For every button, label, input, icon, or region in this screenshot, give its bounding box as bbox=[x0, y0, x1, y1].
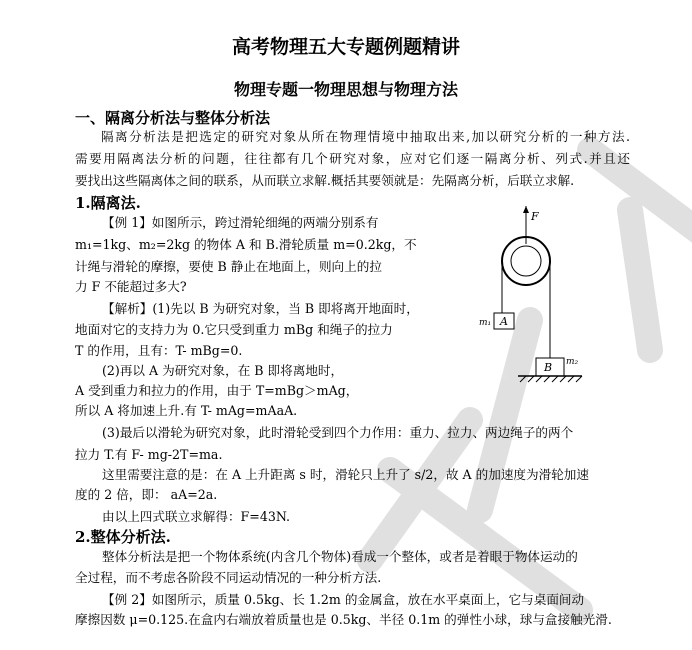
pulley-wheel bbox=[502, 237, 550, 285]
solution-line: 度的 2 倍，即： aA=2a. bbox=[75, 487, 218, 502]
block-a-label: A bbox=[500, 315, 508, 328]
mass-a-label: m₁ bbox=[479, 318, 492, 328]
example-line: 力 F 不能超过多大? bbox=[75, 279, 187, 294]
solution-line: 由以上四式联立求解得：F=43N. bbox=[102, 509, 291, 524]
example-line: m₁=1kg、m₂=2kg 的物体 A 和 B.滑轮质量 m=0.2kg，不 bbox=[75, 237, 417, 252]
example-line: 【例 1】如图所示，跨过滑轮细绳的两端分别系有 bbox=[102, 215, 379, 230]
subsection-heading-isolation: 1.隔离法. bbox=[75, 194, 141, 212]
pulley-inner bbox=[511, 246, 541, 276]
paragraph-line: 整体分析法是把一个物体系统(内含几个物体)看成一个整体，或者是着眼于物体运动的 bbox=[102, 549, 578, 564]
solution-line: 所以 A 将加速上升.有 T- mAg=mAaA. bbox=[75, 403, 298, 418]
paragraph-line: 全过程，而不考虑各阶段不同运动情况的一种分析方法. bbox=[75, 570, 382, 585]
solution-line: 地面对它的支持力为 0.它只受到重力 mBg 和绳子的拉力 bbox=[75, 322, 393, 337]
example-line: 计绳与滑轮的摩擦，要使 B 静止在地面上，则向上的拉 bbox=[75, 259, 382, 274]
ground-hatch bbox=[520, 376, 582, 382]
paragraph-line: 需要用隔离法分析的问题，往往都有几个研究对象，应对它们逐一隔离分析、列式.并且还 bbox=[75, 151, 630, 166]
paragraph-line: 隔离分析法是把选定的研究对象从所在物理情境中抽取出来,加以研究分析的一种方法. bbox=[101, 129, 630, 144]
solution-line: A 受到重力和拉力的作用，由于 T=mBg＞mAg， bbox=[75, 383, 359, 398]
paragraph-line: 摩擦因数 μ=0.125.在盒内右端放着质量也是 0.5kg、半径 0.1m 的弹性小球，球与盒接触光滑. bbox=[75, 612, 612, 627]
force-label: F bbox=[531, 210, 539, 223]
solution-line: 【解析】(1)先以 B 为研究对象，当 B 即将离开地面时， bbox=[102, 301, 419, 316]
pulley-figure bbox=[478, 206, 608, 386]
section-heading-1: 一、隔离分析法与整体分析法 bbox=[75, 109, 271, 127]
subsection-heading-whole: 2.整体分析法. bbox=[75, 528, 171, 546]
solution-line: T 的作用，且有：T- mBg=0. bbox=[75, 343, 243, 358]
solution-line: 这里需要注意的是：在 A 上升距离 s 时，滑轮只上升了 s/2，故 A 的加速度为滑轮加速 bbox=[102, 467, 589, 482]
solution-line: (3)最后以滑轮为研究对象，此时滑轮受到四个力作用：重力、拉力、两边绳子的两个 bbox=[102, 425, 574, 440]
block-b-label: B bbox=[544, 361, 553, 374]
solution-line: (2)再以 A 为研究对象，在 B 即将离地时， bbox=[102, 363, 344, 378]
paragraph-line: 【例 2】如图所示，质量 0.5kg、长 1.2m 的金属盒，放在水平桌面上，它与桌面间动 bbox=[102, 592, 585, 607]
document-subtitle: 物理专题一物理思想与物理方法 bbox=[233, 80, 458, 99]
solution-line: 拉力 T.有 F- mg-2T=ma. bbox=[75, 447, 223, 462]
paragraph-line: 要找出这些隔离体之间的联系，从而联立求解.概括其要领就是：先隔离分析，后联立求解. bbox=[75, 173, 575, 188]
mass-b-label: m₂ bbox=[566, 357, 579, 367]
force-arrowhead bbox=[523, 206, 529, 213]
document-title: 高考物理五大专题例题精讲 bbox=[231, 36, 460, 58]
